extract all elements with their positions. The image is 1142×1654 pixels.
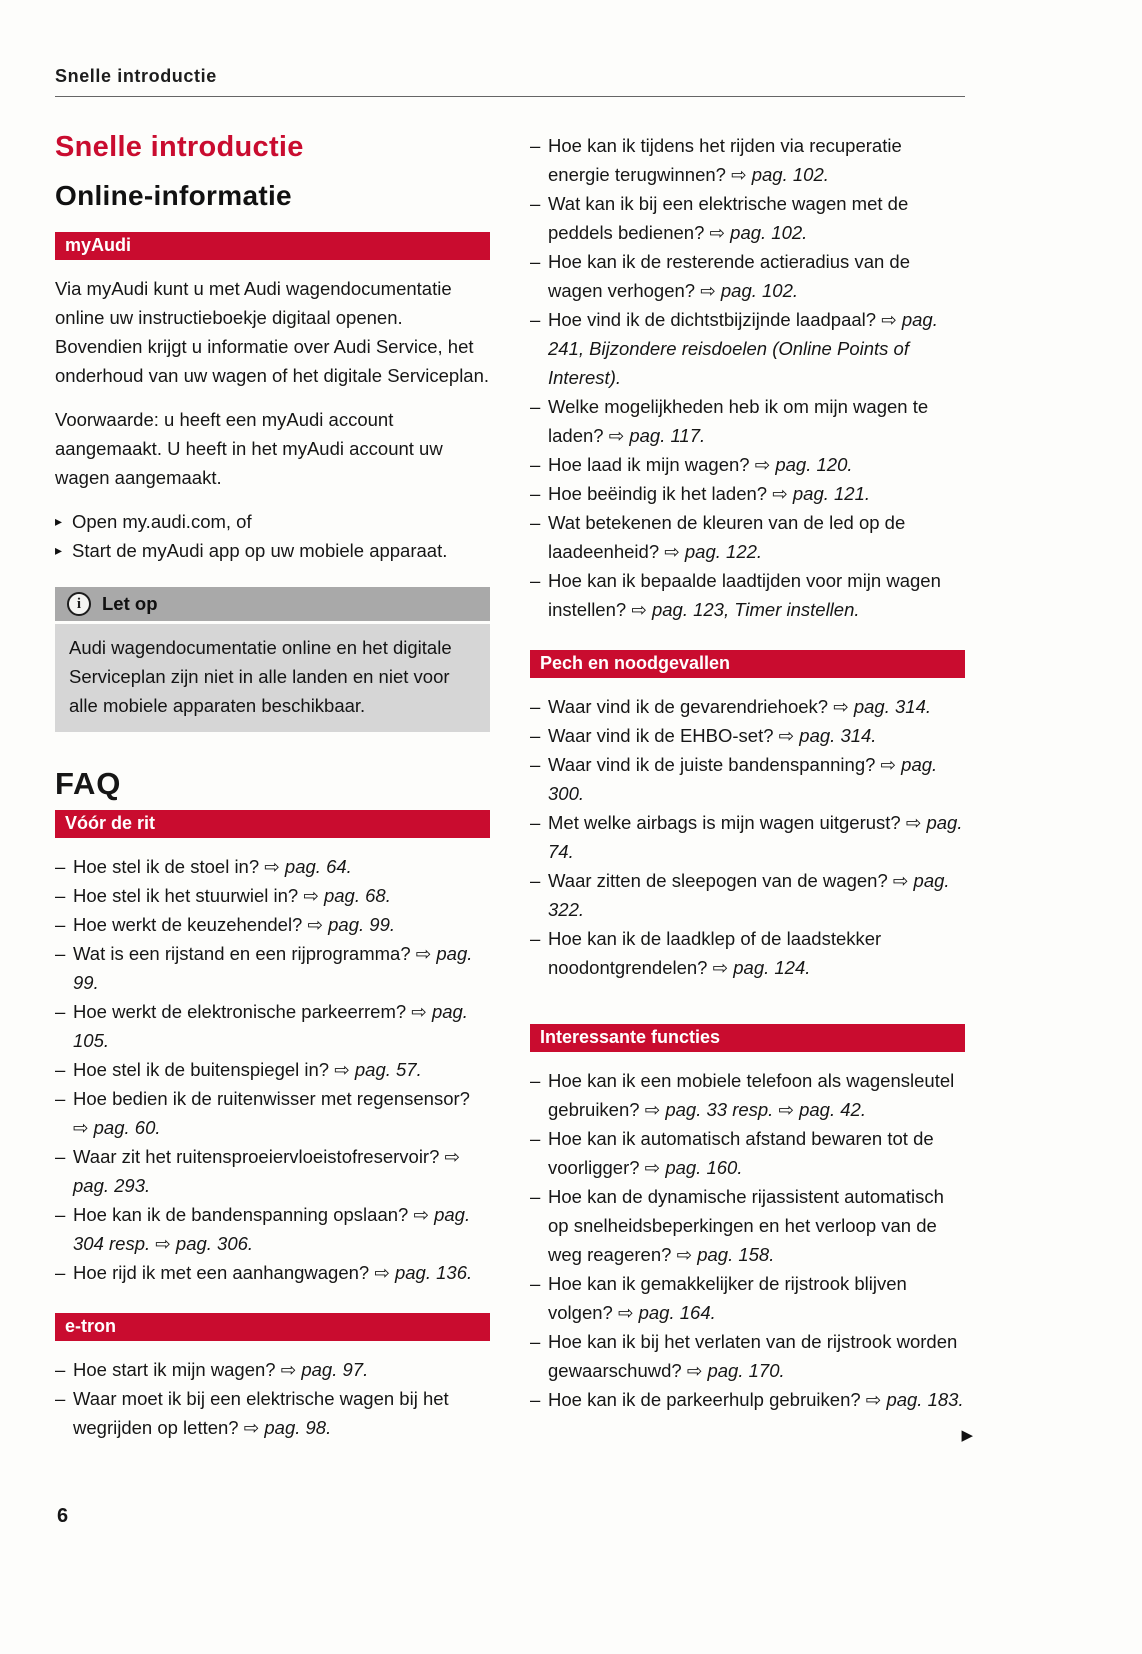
question-text: Hoe kan ik de resterende actieradius van de wagen verhogen? <box>548 251 910 301</box>
faq-item <box>530 1182 965 1269</box>
page-reference: ⇨ pag. 99. <box>307 914 396 935</box>
running-header: Snelle introductie <box>55 66 217 86</box>
faq-item <box>55 881 490 910</box>
faq-item <box>55 1384 490 1442</box>
page-reference: ⇨ pag. 121. <box>772 483 871 504</box>
faq-item <box>530 508 965 566</box>
question-text: Waar vind ik de juiste bandenspanning? <box>548 754 876 775</box>
question-text: Wat kan ik bij een elektrische wagen met de peddels bedienen? <box>548 193 909 243</box>
faq-item <box>55 1055 490 1084</box>
faq-item <box>530 450 965 479</box>
question-text: Hoe kan ik bij het verlaten van de rijstrook worden gewaarschuwd? <box>548 1331 958 1381</box>
page-reference: ⇨ pag. 322. <box>548 870 950 920</box>
question-text: Hoe werkt de keuzehendel? <box>73 914 303 935</box>
page-reference: ⇨ pag. 99. <box>73 943 473 993</box>
page-reference: ⇨ pag. 160. <box>644 1157 743 1178</box>
page-reference: ⇨ pag. 164. <box>617 1302 716 1323</box>
faq-item <box>530 189 965 247</box>
question-text: Hoe kan ik de laadklep of de laadstekker noodontgrendelen? <box>548 928 882 978</box>
faq-item <box>530 247 965 305</box>
note-body-text: Audi wagendocumentatie online en het digitale Serviceplan zijn niet in alle landen en niet voor alle mobiele apparaten beschikbaar. <box>55 624 490 732</box>
myaudi-steps-list <box>55 507 490 565</box>
page-reference: ⇨ pag. 60. <box>73 1117 161 1138</box>
question-text: Met welke airbags is mijn wagen uitgerust? <box>548 812 901 833</box>
faq-item <box>55 910 490 939</box>
faq-list-interessante-functies <box>530 1066 965 1414</box>
faq-item <box>55 997 490 1055</box>
page-reference: ⇨ pag. 241, Bijzondere reisdoelen (Online Points of Interest). <box>548 309 938 388</box>
banner-interessante-functies: Interessante functies <box>530 1024 965 1052</box>
left-column <box>55 131 490 1446</box>
question-text: Wat is een rijstand en een rijprogramma? <box>73 943 411 964</box>
banner-voor-de-rit: Vóór de rit <box>55 810 490 838</box>
question-text: Waar zitten de sleepogen van de wagen? <box>548 870 888 891</box>
page-reference: ⇨ pag. 102. <box>700 280 799 301</box>
section-title-online-informatie: Online-informatie <box>55 180 292 211</box>
two-column-layout <box>55 131 973 1446</box>
question-text: Welke mogelijkheden heb ik om mijn wagen te laden? <box>548 396 929 446</box>
faq-item <box>530 750 965 808</box>
page-reference: ⇨ pag. 97. <box>280 1359 369 1380</box>
page-reference: ⇨ pag. 314. <box>833 696 931 717</box>
question-text: Hoe stel ik het stuurwiel in? <box>73 885 299 906</box>
continuation-arrow-icon: ▶ <box>961 1427 973 1444</box>
banner-etron: e-tron <box>55 1313 490 1341</box>
faq-list-pech <box>530 692 965 982</box>
page-reference: ⇨ pag. 314. <box>778 725 877 746</box>
faq-item <box>530 1124 965 1182</box>
faq-item <box>530 924 965 982</box>
question-text: Waar vind ik de gevarendriehoek? <box>548 696 829 717</box>
question-text: Hoe bedien ik de ruitenwisser met regensensor? <box>73 1088 470 1109</box>
question-text: Hoe stel ik de stoel in? <box>73 856 260 877</box>
faq-item <box>530 131 965 189</box>
faq-item <box>530 1385 965 1414</box>
page-reference: ⇨ pag. 57. <box>334 1059 422 1080</box>
page-number: 6 <box>57 1505 69 1527</box>
page-reference: ⇨ pag. 64. <box>264 856 352 877</box>
question-text: Hoe beëindig ik het laden? <box>548 483 768 504</box>
page-reference: ⇨ pag. 102. <box>731 164 829 185</box>
question-text: Hoe kan ik gemakkelijker de rijstrook blijven volgen? <box>548 1273 907 1323</box>
page-reference: ⇨ pag. 158. <box>676 1244 775 1265</box>
page-reference: ⇨ pag. 68. <box>303 885 391 906</box>
faq-item <box>55 852 490 881</box>
page-reference: ⇨ pag. 136. <box>374 1262 473 1283</box>
page-reference: ⇨ pag. 102. <box>709 222 808 243</box>
faq-item <box>530 808 965 866</box>
faq-item <box>530 692 965 721</box>
faq-item <box>530 479 965 508</box>
question-text: Hoe kan ik bepaalde laadtijden voor mijn wagen instellen? <box>548 570 941 620</box>
note-title: Let op <box>102 593 158 614</box>
step-item: ▸ Open my.audi.com, of <box>55 507 490 536</box>
page-reference: ⇨ pag. 33 resp. ⇨ pag. 42. <box>644 1099 866 1120</box>
page-reference: ⇨ pag. 300. <box>548 754 938 804</box>
header-rule <box>55 96 965 97</box>
faq-item <box>530 305 965 392</box>
faq-item <box>530 566 965 624</box>
faq-item <box>55 1142 490 1200</box>
question-text: Hoe rijd ik met een aanhangwagen? <box>73 1262 370 1283</box>
question-text: Waar vind ik de EHBO-set? <box>548 725 774 746</box>
info-icon: i <box>67 592 91 616</box>
faq-item <box>530 721 965 750</box>
page-reference: ⇨ pag. 117. <box>608 425 706 446</box>
page-title: Snelle introductie <box>55 131 304 163</box>
question-text: Hoe kan ik de bandenspanning opslaan? <box>73 1204 409 1225</box>
page-reference: ⇨ pag. 98. <box>243 1417 332 1438</box>
faq-item <box>530 866 965 924</box>
question-text: Hoe werkt de elektronische parkeerrem? <box>73 1001 407 1022</box>
question-text: Hoe start ik mijn wagen? <box>73 1359 276 1380</box>
banner-pech-en-noodgevallen: Pech en noodgevallen <box>530 650 965 678</box>
page-reference: ⇨ pag. 120. <box>754 454 853 475</box>
question-text: Hoe kan ik automatisch afstand bewaren tot de voorligger? <box>548 1128 934 1178</box>
question-text: Waar moet ik bij een elektrische wagen bij het wegrijden op letten? <box>73 1388 449 1438</box>
page-reference: ⇨ pag. 123, Timer instellen. <box>631 599 860 620</box>
question-text: Wat betekenen de kleuren van de led op de laadeenheid? <box>548 512 906 562</box>
page-reference: ⇨ pag. 105. <box>73 1001 468 1051</box>
faq-heading: FAQ <box>55 766 122 801</box>
page-reference: ⇨ pag. 122. <box>664 541 763 562</box>
page-reference: ⇨ pag. 183. <box>865 1389 964 1410</box>
step-item: ▸ Start de myAudi app op uw mobiele apparaat. <box>55 536 490 565</box>
question-text: Hoe kan ik de parkeerhulp gebruiken? <box>548 1389 861 1410</box>
faq-item <box>530 1269 965 1327</box>
faq-item <box>55 1355 490 1384</box>
question-text: Hoe kan de dynamische rijassistent automatisch op snelheidsbeperkingen en het verloop van de weg reageren? <box>548 1186 944 1265</box>
question-text: Hoe stel ik de buitenspiegel in? <box>73 1059 330 1080</box>
page-reference: ⇨ pag. 293. <box>73 1146 461 1196</box>
question-text: Hoe kan ik een mobiele telefoon als wagensleutel gebruiken? <box>548 1070 955 1120</box>
page-reference: ⇨ pag. 170. <box>686 1360 785 1381</box>
myaudi-paragraph-1: Via myAudi kunt u met Audi wagendocumentatie online uw instructieboekje digitaal openen. Bovendien krijgt u informatie over Audi Service, het onderhoud van uw wagen of het digitale Serviceplan. <box>55 278 490 386</box>
faq-list-voor-de-rit <box>55 852 490 1287</box>
faq-list-etron-continued <box>530 131 965 624</box>
question-text: Waar zit het ruitensproeiervloeistofreservoir? <box>73 1146 440 1167</box>
note-box <box>55 587 490 732</box>
question-text: Hoe vind ik de dichtstbijzijnde laadpaal? <box>548 309 877 330</box>
question-text: Hoe kan ik tijdens het rijden via recuperatie energie terugwinnen? <box>548 135 902 185</box>
faq-item <box>530 392 965 450</box>
note-header <box>55 587 490 621</box>
faq-list-etron <box>55 1355 490 1442</box>
faq-item <box>55 939 490 997</box>
faq-item <box>530 1327 965 1385</box>
faq-item <box>55 1084 490 1142</box>
myaudi-paragraph-2: Voorwaarde: u heeft een myAudi account aangemaakt. U heeft in het myAudi account uw wagen aangemaakt. <box>55 409 443 488</box>
faq-item <box>55 1258 490 1287</box>
page-reference: ⇨ pag. 74. <box>548 812 963 862</box>
question-text: Hoe laad ik mijn wagen? <box>548 454 750 475</box>
banner-myaudi: myAudi <box>55 232 490 260</box>
right-column <box>530 131 973 1446</box>
faq-item <box>530 1066 965 1124</box>
faq-item <box>55 1200 490 1258</box>
page-reference: ⇨ pag. 304 resp. ⇨ pag. 306. <box>73 1204 471 1254</box>
page-reference: ⇨ pag. 124. <box>712 957 811 978</box>
